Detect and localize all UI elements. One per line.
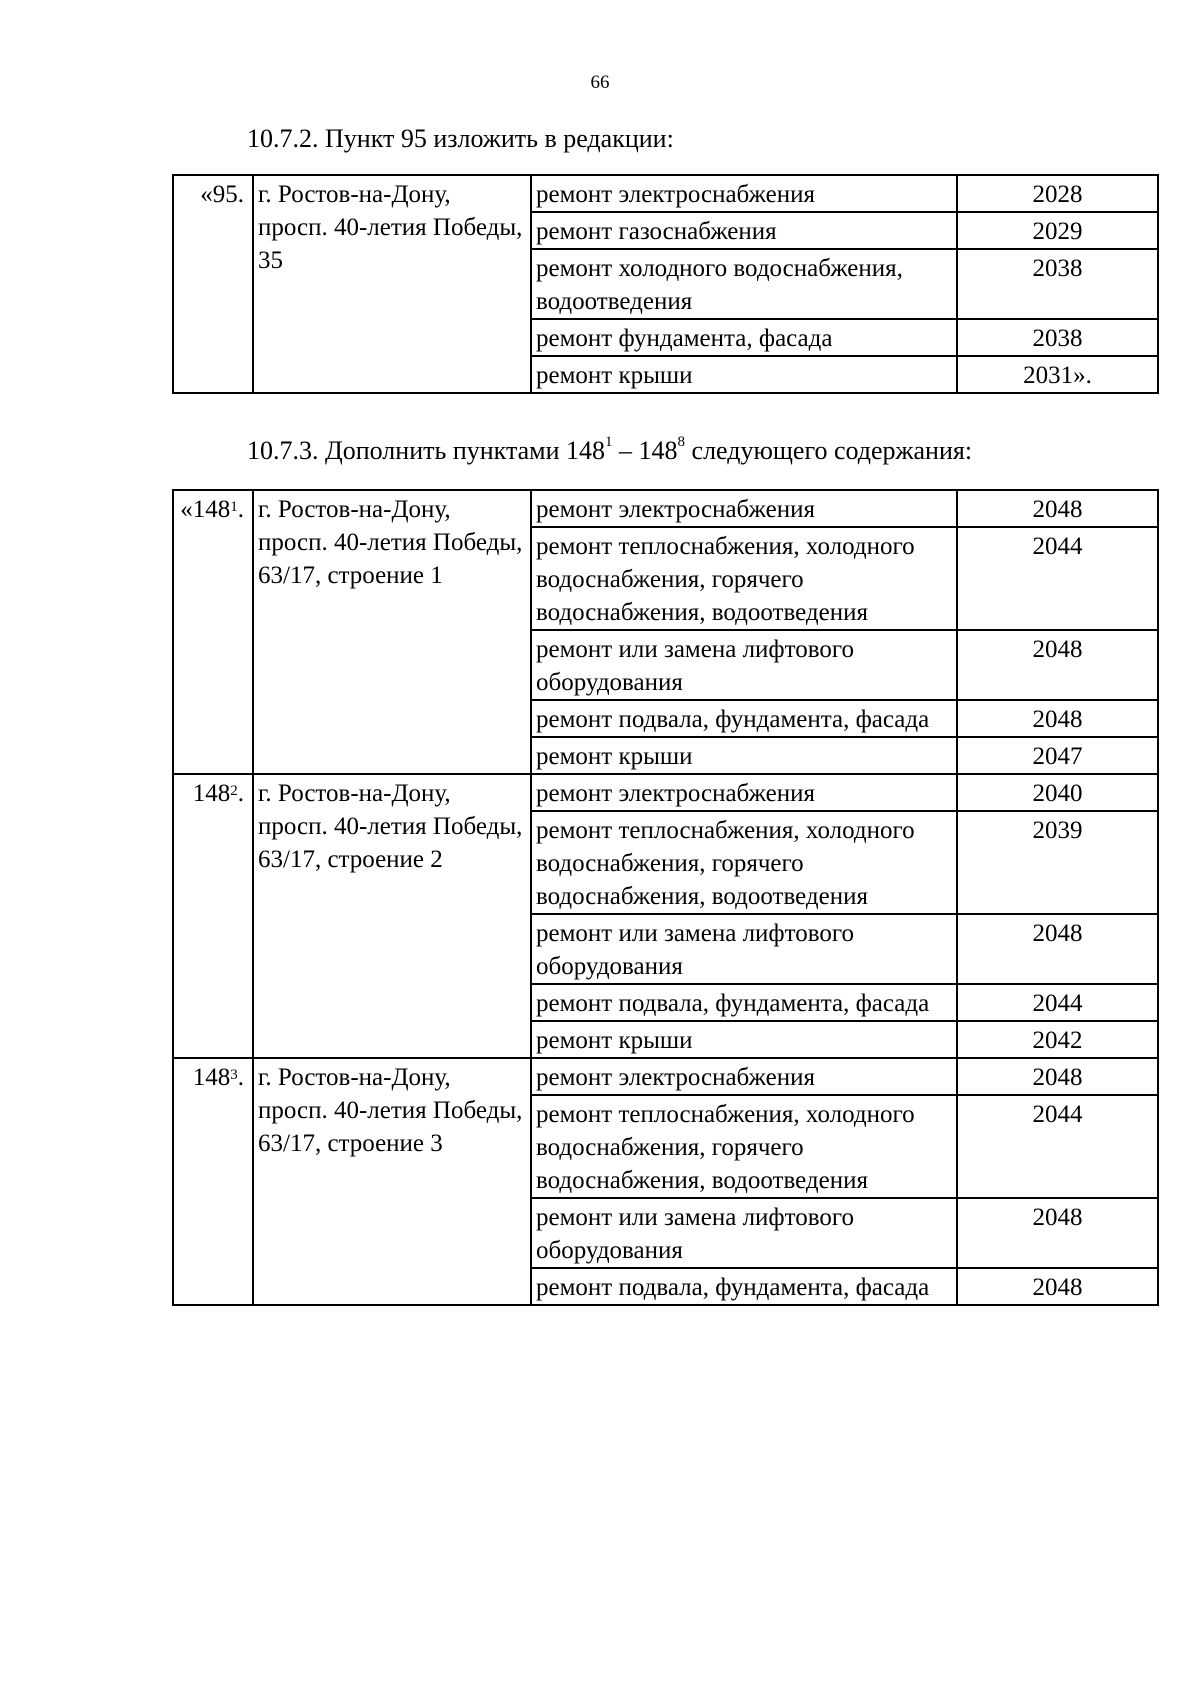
work-type: ремонт или замена лифтового оборудования	[531, 914, 957, 984]
work-year: 2048	[957, 630, 1158, 700]
item-address: г. Ростов-на-Дону, просп. 40-летия Победы, 63/17, строение 3	[253, 1058, 531, 1305]
work-type: ремонт крыши	[531, 737, 957, 774]
heading-text: – 148	[612, 436, 678, 465]
work-type: ремонт крыши	[531, 1021, 957, 1058]
item-address: г. Ростов-на-Дону, просп. 40-летия Победы, 63/17, строение 1	[253, 490, 531, 774]
section-heading-10-7-2: 10.7.2. Пункт 95 изложить в редакции:	[247, 124, 674, 153]
work-year: 2048	[957, 1198, 1158, 1268]
work-year: 2028	[957, 175, 1158, 212]
work-year: 2048	[957, 1058, 1158, 1095]
heading-text: 10.7.3. Дополнить пунктами 148	[247, 436, 606, 465]
work-type: ремонт или замена лифтового оборудования	[531, 630, 957, 700]
work-type: ремонт электроснабжения	[531, 175, 957, 212]
heading-superscript: 1	[605, 434, 613, 450]
item-number: «95.	[173, 175, 253, 393]
page-number: 66	[590, 72, 610, 93]
table-row	[173, 774, 1158, 811]
work-year: 2039	[957, 811, 1158, 914]
work-year: 2047	[957, 737, 1158, 774]
item-number: $148^2$.	[173, 774, 253, 1058]
item-number: $148^3$.	[173, 1058, 253, 1305]
table-row	[173, 490, 1158, 527]
work-type: ремонт электроснабжения	[531, 490, 957, 527]
table-item-95	[172, 174, 1159, 394]
item-number: «$148^1$.	[173, 490, 253, 774]
item-address: г. Ростов-на-Дону, просп. 40-летия Победы, 63/17, строение 2	[253, 774, 531, 1058]
work-year: 2031».	[957, 356, 1158, 393]
work-type: ремонт подвала, фундамента, фасада	[531, 700, 957, 737]
work-type: ремонт теплоснабжения, холодного водоснабжения, горячего водоснабжения, водоотведения	[531, 1095, 957, 1198]
work-type: ремонт теплоснабжения, холодного водоснабжения, горячего водоснабжения, водоотведения	[531, 527, 957, 630]
work-year: 2038	[957, 249, 1158, 319]
section-heading-10-7-3	[247, 436, 972, 466]
table-row	[173, 1058, 1158, 1095]
work-year: 2044	[957, 984, 1158, 1021]
work-type: ремонт газоснабжения	[531, 212, 957, 249]
work-year: 2042	[957, 1021, 1158, 1058]
work-year: 2044	[957, 527, 1158, 630]
work-year: 2048	[957, 700, 1158, 737]
work-type: ремонт подвала, фундамента, фасада	[531, 984, 957, 1021]
work-year: 2038	[957, 319, 1158, 356]
item-address: г. Ростов-на-Дону, просп. 40-летия Победы, 35	[253, 175, 531, 393]
work-year: 2044	[957, 1095, 1158, 1198]
table-row	[173, 175, 1158, 212]
work-type: ремонт подвала, фундамента, фасада	[531, 1268, 957, 1305]
work-type: ремонт крыши	[531, 356, 957, 393]
work-type: ремонт или замена лифтового оборудования	[531, 1198, 957, 1268]
table-items-148	[172, 489, 1159, 1306]
work-type: ремонт электроснабжения	[531, 1058, 957, 1095]
work-type: ремонт теплоснабжения, холодного водоснабжения, горячего водоснабжения, водоотведения	[531, 811, 957, 914]
work-type: ремонт холодного водоснабжения, водоотведения	[531, 249, 957, 319]
work-type: ремонт фундамента, фасада	[531, 319, 957, 356]
work-year: 2048	[957, 490, 1158, 527]
work-year: 2040	[957, 774, 1158, 811]
work-year: 2029	[957, 212, 1158, 249]
work-type: ремонт электроснабжения	[531, 774, 957, 811]
heading-superscript: 8	[677, 434, 686, 450]
work-year: 2048	[957, 914, 1158, 984]
heading-text: следующего содержания:	[685, 436, 973, 465]
work-year: 2048	[957, 1268, 1158, 1305]
